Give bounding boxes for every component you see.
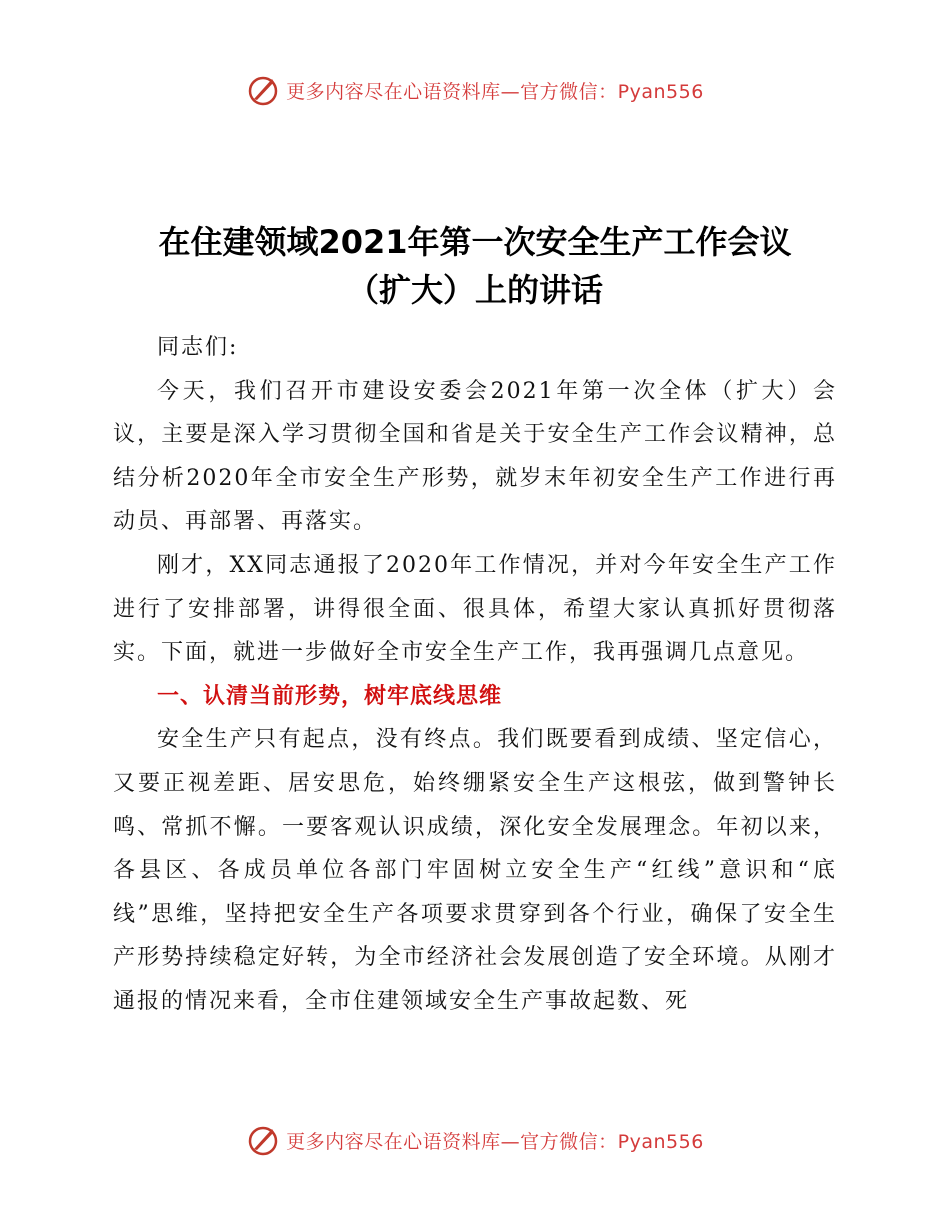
document-title bbox=[0, 218, 950, 314]
quill-logo-icon bbox=[246, 1123, 280, 1157]
header-watermark bbox=[0, 70, 950, 110]
watermark-text: 更多内容尽在心语资料库—官方微信：Pyan556 bbox=[286, 1130, 704, 1153]
watermark-text: 更多内容尽在心语资料库—官方微信：Pyan556 bbox=[286, 80, 704, 103]
quill-logo-icon bbox=[246, 73, 280, 107]
section-heading: 一、认清当前形势，树牢底线思维 bbox=[157, 683, 503, 709]
footer-watermark bbox=[0, 1120, 950, 1160]
paragraph: 安全生产只有起点，没有终点。我们既要看到成绩、坚定信心，又要正视差距、居安思危，始终绷紧安全生产这根弦，做到警钟长鸣、常抓不懈。一要客观认识成绩，深化安全发展理念。年初以来，各县区、各成员单位各部门牢固树立安全生产“红线”意识和“底线”思维，坚持把安全生产各项要求贯穿到各个行业，确保了安全生产形势持续稳定好转，为全市经济社会发展创造了安全环境。从刚才通报的情况来看，全市住建领域安全生产事故起数、死 bbox=[113, 727, 837, 1014]
salutation: 同志们: bbox=[157, 335, 239, 360]
paragraph: 刚才，XX同志通报了2020年工作情况，并对今年安全生产工作进行了安排部署，讲得很全面、很具体，希望大家认真抓好贯彻落实。下面，就进一步做好全市安全生产工作，我再强调几点意见。 bbox=[113, 552, 837, 666]
title-line-1: 在住建领域2021年第一次安全生产工作会议 bbox=[158, 223, 792, 261]
paragraph: 今天，我们召开市建设安委会2021年第一次全体（扩大）会议，主要是深入学习贯彻全国和省是关于安全生产工作会议精神，总结分析2020年全市安全生产形势，就岁末年初安全生产工作进行再动员、再部署、再落实。 bbox=[113, 378, 837, 535]
document-body bbox=[113, 326, 837, 1024]
title-line-2: （扩大）上的讲话 bbox=[346, 271, 603, 309]
